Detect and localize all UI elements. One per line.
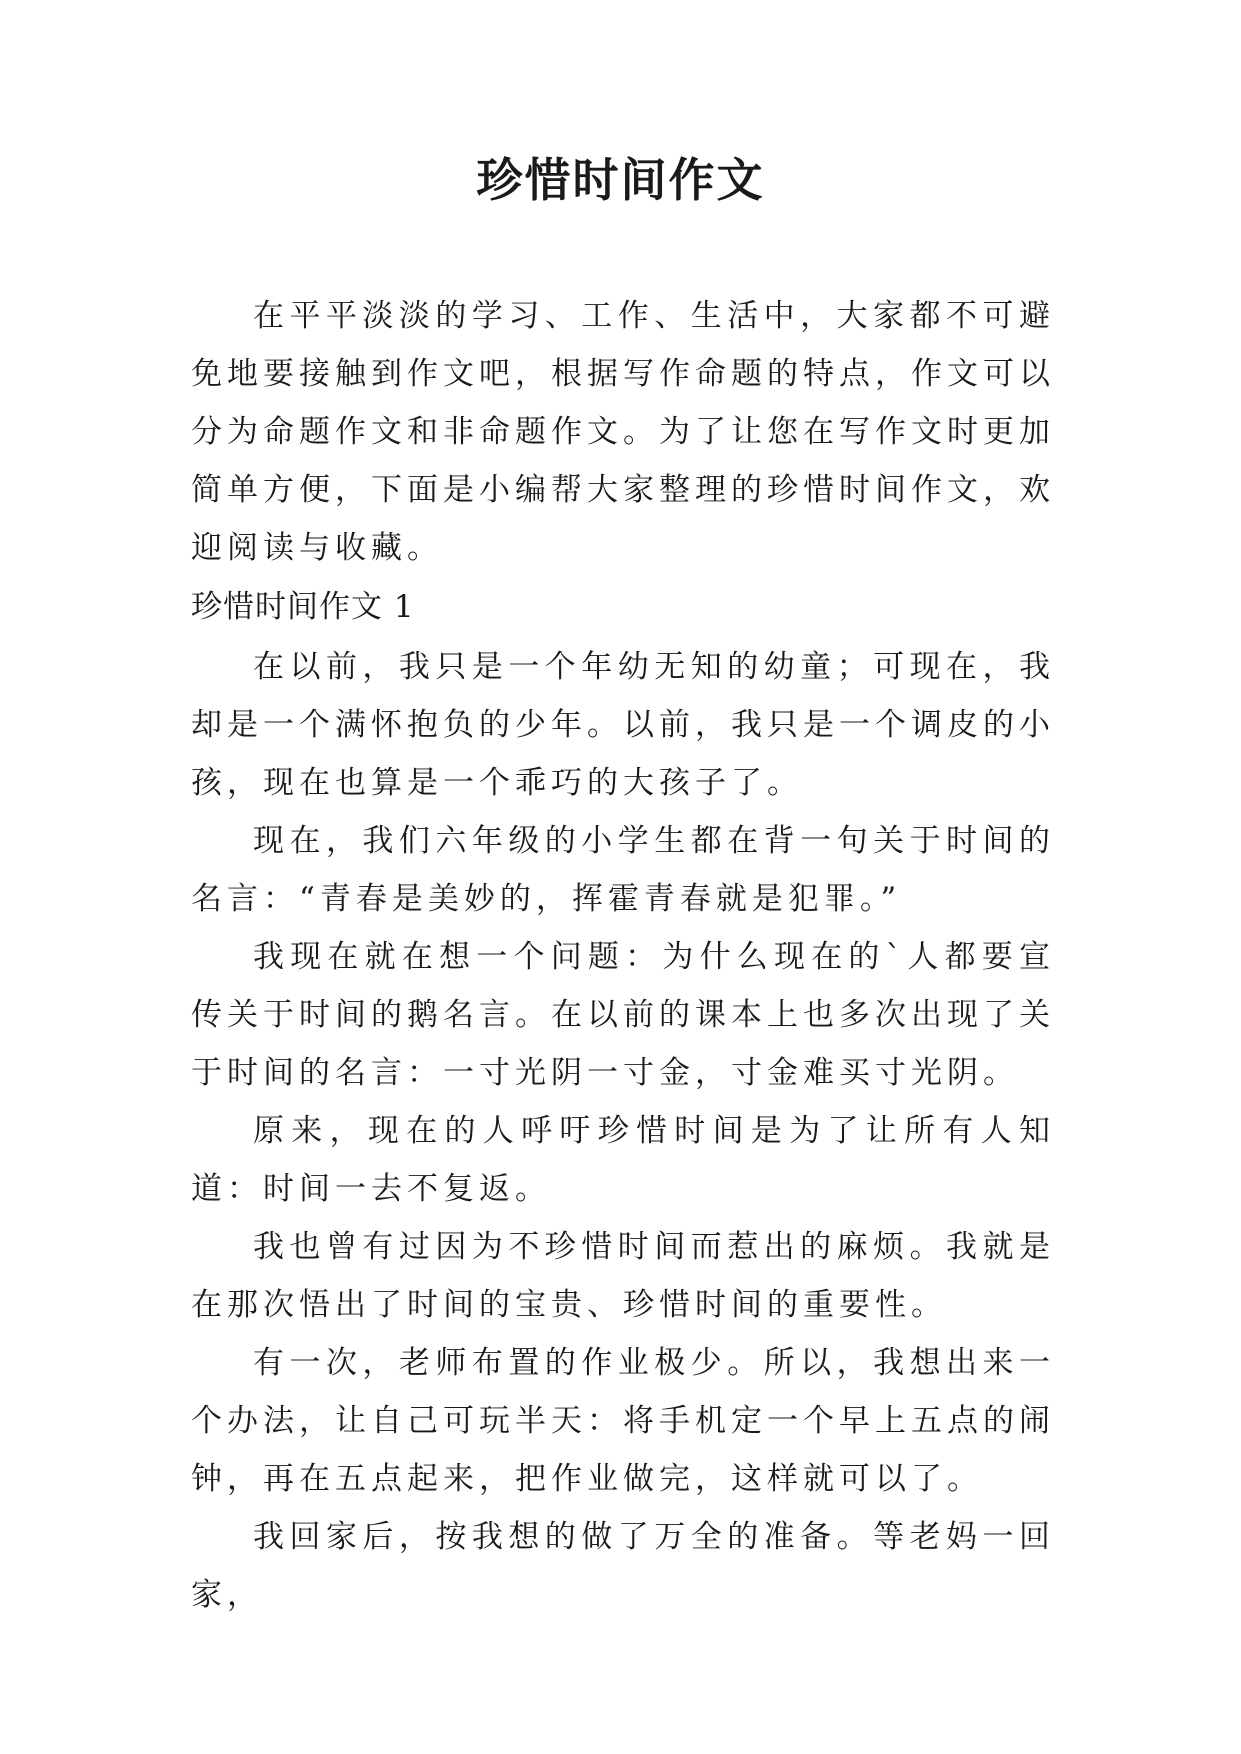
essay-paragraph-5: 我也曾有过因为不珍惜时间而惹出的麻烦。我就是在那次悟出了时间的宝贵、珍惜时间的重要性。 — [191, 1229, 1055, 1323]
document-title: 珍惜时间作文 — [476, 153, 765, 207]
essay-paragraph-2: 现在，我们六年级的小学生都在背一句关于时间的名言：“青春是美妙的，挥霍青春就是犯罪。” — [191, 823, 1055, 917]
essay-body — [191, 638, 1055, 1624]
intro-block — [191, 287, 1055, 577]
essay-paragraph-6: 有一次，老师布置的作业极少。所以，我想出来一个办法，让自己可玩半天：将手机定一个早上五点的闹钟，再在五点起来，把作业做完，这样就可以了。 — [191, 1345, 1055, 1497]
section-heading: 珍惜时间作文 1 — [191, 589, 415, 625]
essay-paragraph-1: 在以前，我只是一个年幼无知的幼童；可现在，我却是一个满怀抱负的少年。以前，我只是一个调皮的小孩，现在也算是一个乖巧的大孩子了。 — [191, 649, 1055, 801]
intro-paragraph: 在平平淡淡的学习、工作、生活中，大家都不可避免地要接触到作文吧，根据写作命题的特点，作文可以分为命题作文和非命题作文。为了让您在写作文时更加简单方便，下面是小编帮大家整理的珍惜时间作文，欢迎阅读与收藏。 — [191, 298, 1055, 566]
essay-paragraph-3: 我现在就在想一个问题：为什么现在的`人都要宣传关于时间的鹅名言。在以前的课本上也多次出现了关于时间的名言：一寸光阴一寸金，寸金难买寸光阴。 — [191, 939, 1055, 1091]
essay-paragraph-7: 我回家后，按我想的做了万全的准备。等老妈一回家， — [191, 1519, 1055, 1613]
essay-paragraph-4: 原来，现在的人呼吁珍惜时间是为了让所有人知道：时间一去不复返。 — [191, 1113, 1055, 1207]
